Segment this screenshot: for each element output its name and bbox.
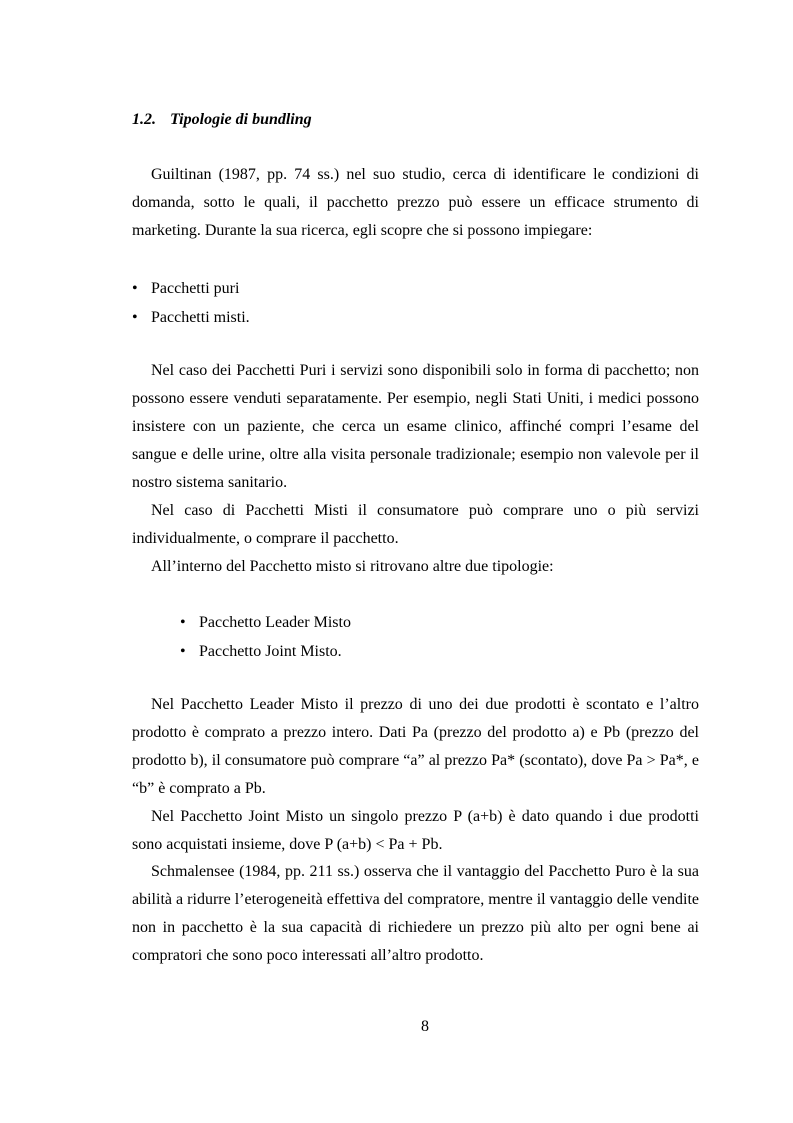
paragraph-mixed-types	[132, 553, 699, 581]
paragraph-mixed-bundles	[132, 497, 699, 553]
mixed-types-list	[180, 608, 351, 666]
list-item	[180, 637, 351, 666]
paragraph-mixed-types-text: All’interno del Pacchetto misto si ritrovano altre due tipologie:	[151, 558, 554, 575]
list-item	[132, 303, 250, 332]
page-number: 8	[421, 1018, 429, 1035]
bullet-icon: •	[180, 614, 186, 631]
paragraph-joint-text: Nel Pacchetto Joint Misto un singolo prezzo P (a+b) è dato quando i due prodotti sono acquistati insieme, dove P (a+b) < Pa + Pb.	[132, 808, 699, 853]
list-item-label: Pacchetti misti.	[151, 309, 250, 326]
bullet-icon: •	[132, 309, 138, 326]
bundle-types-list	[132, 274, 250, 332]
paragraph-joint-misto	[132, 803, 699, 859]
paragraph-pure-text: Nel caso dei Pacchetti Puri i servizi sono disponibili solo in forma di pacchetto; non possono essere venduti separatamente. Per esempio, negli Stati Uniti, i medici possono insistere con un paziente, che cerca un esame clinico, affinché compri l’esame del sangue e delle urine, oltre alla visita personale tradizionale; esempio non valevole per il nostro sistema sanitario.	[132, 362, 699, 491]
list-item	[132, 274, 250, 303]
paragraph-intro	[132, 161, 699, 245]
paragraph-pure-bundles	[132, 357, 699, 497]
bullet-icon: •	[180, 643, 186, 660]
list-item	[180, 608, 351, 637]
paragraph-intro-text: Guiltinan (1987, pp. 74 ss.) nel suo studio, cerca di identificare le condizioni di domanda, sotto le quali, il pacchetto prezzo può essere un efficace strumento di marketing. Durante la sua ricerca, egli scopre che si possono impiegare:	[132, 166, 699, 239]
section-number: 1.2.	[132, 111, 156, 128]
paragraph-schmalensee-text: Schmalensee (1984, pp. 211 ss.) osserva che il vantaggio del Pacchetto Puro è la sua abilità a ridurre l’eterogeneità effettiva del compratore, mentre il vantaggio delle vendite non in pacchetto è la sua capacità di richiedere un prezzo più alto per ogni bene ai compratori che sono poco interessati all’altro prodotto.	[132, 863, 699, 964]
bullet-icon: •	[132, 280, 138, 297]
paragraph-leader-misto	[132, 691, 699, 803]
section-heading	[132, 111, 312, 129]
list-item-label: Pacchetto Leader Misto	[199, 614, 351, 631]
section-title: Tipologie di bundling	[170, 111, 312, 128]
list-item-label: Pacchetto Joint Misto.	[199, 643, 342, 660]
paragraph-mixed-text: Nel caso di Pacchetti Misti il consumatore può comprare uno o più servizi individualmente, o comprare il pacchetto.	[132, 502, 699, 547]
paragraph-leader-text: Nel Pacchetto Leader Misto il prezzo di uno dei due prodotti è scontato e l’altro prodotto è comprato a prezzo intero. Dati Pa (prezzo del prodotto a) e Pb (prezzo del prodotto b), il consumatore può comprare “a” al prezzo Pa* (scontato), dove Pa > Pa*, e “b” è comprato a Pb.	[132, 696, 699, 797]
paragraph-schmalensee	[132, 858, 699, 970]
list-item-label: Pacchetti puri	[151, 280, 240, 297]
